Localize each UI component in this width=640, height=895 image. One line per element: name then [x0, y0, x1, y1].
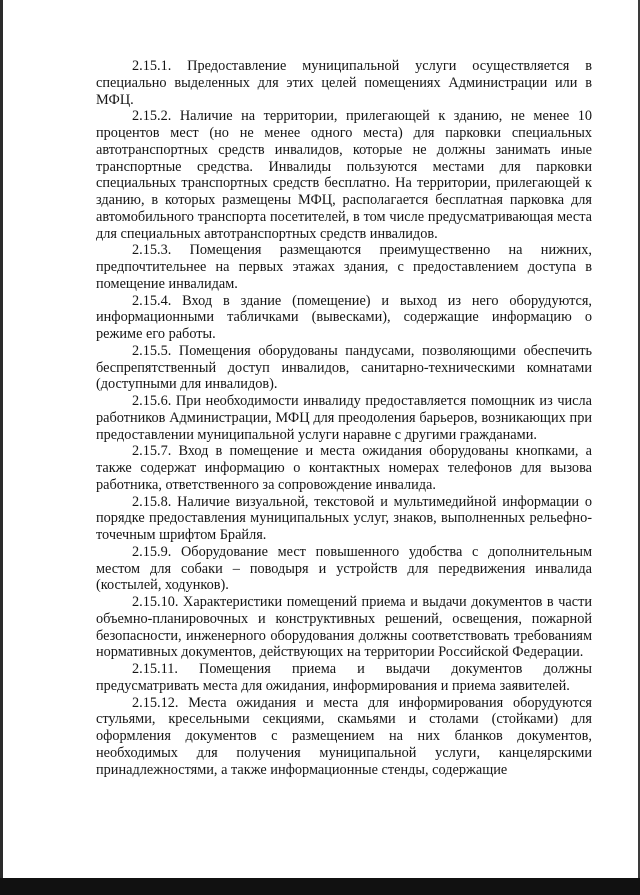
paragraph-2-15-7: 2.15.7. Вход в помещение и места ожидания оборудованы кнопками, а также содержат информацию о контактных номерах телефонов для вызова работника, ответственного за сопровождение инвалида.	[96, 443, 592, 493]
paragraph-2-15-2: 2.15.2. Наличие на территории, прилегающей к зданию, не менее 10 процентов мест (но не менее одного места) для парковки специальных автотранспортных средств инвалидов, которые не должны занимать иные транспортные средства. Инвалиды пользуются местами для парковки специальных транспортных средств бесплатно. На территории, прилегающей к зданию, в которых размещены МФЦ, располагается бесплатная парковка для автомобильного транспорта посетителей, в том числе предусматривающая места для специальных автотранспортных средств инвалидов.	[96, 108, 592, 242]
paragraph-2-15-11: 2.15.11. Помещения приема и выдачи документов должны предусматривать места для ожидания, информирования и приема заявителей.	[96, 661, 592, 694]
paragraph-2-15-12: 2.15.12. Места ожидания и места для информирования оборудуются стульями, кресельными секциями, скамьями и столами (стойками) для оформления документов с размещением на них бланков документов, необходимых для получения муниципальной услуги, канцелярскими принадлежностями, а также информационные стенды, содержащие	[96, 694, 592, 778]
paragraph-2-15-4: 2.15.4. Вход в здание (помещение) и выход из него оборудуются, информационными табличками (вывесками), содержащие информацию о режиме его работы.	[96, 292, 592, 342]
paragraph-2-15-1: 2.15.1. Предоставление муниципальной услуги осуществляется в специально выделенных для этих целей помещениях Администрации или в МФЦ.	[96, 58, 592, 108]
paragraph-2-15-5: 2.15.5. Помещения оборудованы пандусами, позволяющими обеспечить беспрепятственный доступ инвалидов, санитарно-техническими комнатами (доступными для инвалидов).	[96, 342, 592, 393]
paragraph-2-15-9: 2.15.9. Оборудование мест повышенного удобства с дополнительным местом для собаки – поводыря и устройств для передвижения инвалида (костылей, ходунков).	[96, 543, 592, 594]
paragraph-2-15-10: 2.15.10. Характеристики помещений приема и выдачи документов в части объемно-планировочных и конструктивных решений, освещения, пожарной безопасности, инженерного оборудования должны соответствовать требованиям нормативных документов, действующих на территории Российской Федерации.	[96, 594, 592, 661]
scan-border-left	[0, 0, 3, 895]
paragraph-2-15-8: 2.15.8. Наличие визуальной, текстовой и мультимедийной информации о порядке предоставления муниципальных услуг, знаков, выполненных рельефно-точечным шрифтом Брайля.	[96, 493, 592, 543]
paragraph-2-15-6: 2.15.6. При необходимости инвалиду предоставляется помощник из числа работников Администрации, МФЦ для преодоления барьеров, возникающих при предоставлении муниципальной услуги наравне с другими гражданами.	[96, 393, 592, 443]
document-page	[96, 58, 592, 778]
scan-border-bottom	[0, 878, 640, 895]
paragraph-2-15-3: 2.15.3. Помещения размещаются преимущественно на нижних, предпочтительнее на первых этажах здания, с предоставлением доступа в помещение инвалидам.	[96, 242, 592, 292]
